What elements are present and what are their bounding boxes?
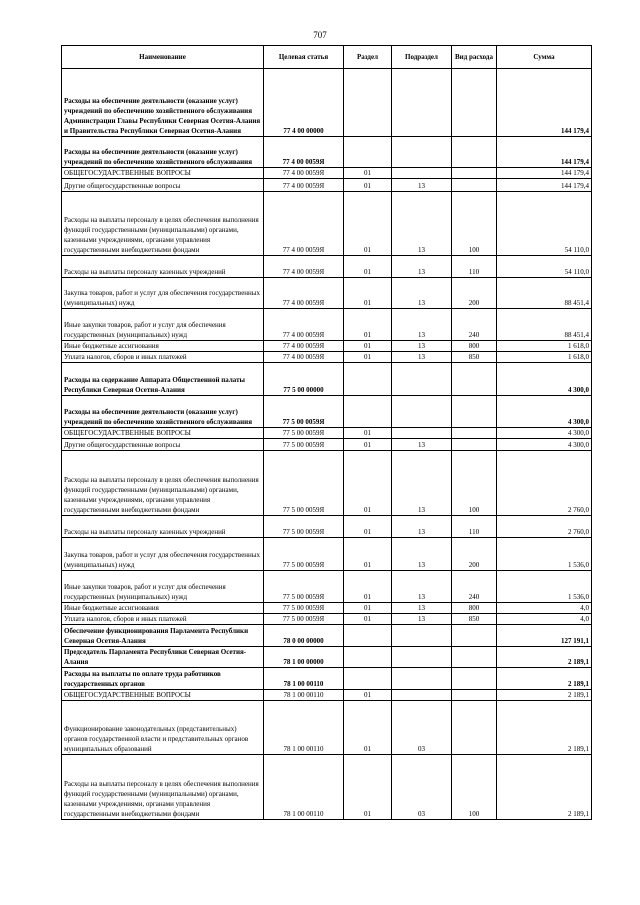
row-section: 01 xyxy=(344,309,392,341)
row-sum: 4 300,0 xyxy=(497,363,592,396)
row-section xyxy=(344,363,392,396)
row-name: Обеспечение функционирования Парламента Республики Северная Осетия-Алания xyxy=(62,625,264,647)
row-expense-type xyxy=(452,625,497,647)
row-section xyxy=(344,668,392,690)
budget-table xyxy=(61,45,592,820)
table-row xyxy=(62,625,592,647)
row-name: Уплата налогов, сборов и иных платежей xyxy=(62,614,264,625)
row-sum: 2 760,0 xyxy=(497,451,592,516)
row-name: Расходы на обеспечение деятельности (оказание услуг) учреждений по обеспечению хозяйственного обслуживания xyxy=(62,137,264,168)
table-row xyxy=(62,647,592,668)
row-target: 78 1 00 00000 xyxy=(264,647,344,668)
row-expense-type xyxy=(452,396,497,428)
row-subsection xyxy=(392,137,452,168)
row-sum: 2 760,0 xyxy=(497,516,592,538)
table-row xyxy=(62,614,592,625)
row-expense-type: 200 xyxy=(452,278,497,309)
table-row xyxy=(62,690,592,701)
row-subsection: 13 xyxy=(392,278,452,309)
row-section: 01 xyxy=(344,755,392,820)
row-name: Расходы на содержание Аппарата Общественной палаты Республики Северная Осетия-Алания xyxy=(62,363,264,396)
row-target: 77 4 00 0059Я xyxy=(264,179,344,192)
row-section: 01 xyxy=(344,603,392,614)
row-subsection: 13 xyxy=(392,309,452,341)
row-expense-type: 240 xyxy=(452,571,497,603)
row-sum: 1 536,0 xyxy=(497,571,592,603)
row-section: 01 xyxy=(344,538,392,571)
row-subsection xyxy=(392,168,452,179)
row-expense-type xyxy=(452,137,497,168)
row-subsection: 13 xyxy=(392,352,452,363)
table-row xyxy=(62,428,592,439)
row-target: 77 5 00 0059Я xyxy=(264,516,344,538)
row-subsection xyxy=(392,647,452,668)
row-target: 78 1 00 00110 xyxy=(264,701,344,755)
row-sum: 1 618,0 xyxy=(497,352,592,363)
row-expense-type: 100 xyxy=(452,755,497,820)
table-row xyxy=(62,309,592,341)
row-subsection: 03 xyxy=(392,701,452,755)
row-target: 77 5 00 0059Я xyxy=(264,396,344,428)
row-target: 78 1 00 00110 xyxy=(264,668,344,690)
row-name: Расходы на выплаты персоналу казенных учреждений xyxy=(62,256,264,278)
table-row xyxy=(62,396,592,428)
row-sum: 2 189,1 xyxy=(497,701,592,755)
row-name: Уплата налогов, сборов и иных платежей xyxy=(62,352,264,363)
row-section: 01 xyxy=(344,701,392,755)
row-expense-type xyxy=(452,668,497,690)
row-target: 78 0 00 00000 xyxy=(264,625,344,647)
row-subsection xyxy=(392,625,452,647)
row-subsection: 13 xyxy=(392,516,452,538)
row-section: 01 xyxy=(344,179,392,192)
row-sum: 144 179,4 xyxy=(497,69,592,137)
row-sum: 144 179,4 xyxy=(497,168,592,179)
row-name: Другие общегосударственные вопросы xyxy=(62,179,264,192)
row-section: 01 xyxy=(344,614,392,625)
table-row xyxy=(62,516,592,538)
row-name: Расходы на выплаты персоналу в целях обеспечения выполнения функций государственными (муниципальными) органами, казенными учреждениями, органами управления государственными внебюджетными фондами xyxy=(62,192,264,256)
table-row xyxy=(62,137,592,168)
row-name: Расходы на обеспечение деятельности (оказание услуг) учреждений по обеспечению хозяйственного обслуживания Администрации Главы Республики Северная Осетия-Алания и Правительства Республики Северная Осетия-Алания xyxy=(62,69,264,137)
row-name: Другие общегосударственные вопросы xyxy=(62,439,264,451)
row-section: 01 xyxy=(344,168,392,179)
row-target: 77 4 00 0059Я xyxy=(264,192,344,256)
row-section xyxy=(344,137,392,168)
row-section: 01 xyxy=(344,690,392,701)
row-target: 77 5 00 0059Я xyxy=(264,571,344,603)
table-row xyxy=(62,256,592,278)
row-section: 01 xyxy=(344,256,392,278)
row-section: 01 xyxy=(344,278,392,309)
row-expense-type xyxy=(452,168,497,179)
table-row xyxy=(62,603,592,614)
row-expense-type xyxy=(452,701,497,755)
row-subsection xyxy=(392,428,452,439)
row-expense-type: 800 xyxy=(452,341,497,352)
row-section: 01 xyxy=(344,516,392,538)
row-sum: 1 536,0 xyxy=(497,538,592,571)
row-subsection xyxy=(392,396,452,428)
row-expense-type xyxy=(452,439,497,451)
row-sum: 2 189,1 xyxy=(497,690,592,701)
table-header-row xyxy=(62,46,592,69)
row-sum: 144 179,4 xyxy=(497,137,592,168)
row-subsection xyxy=(392,690,452,701)
row-expense-type: 850 xyxy=(452,352,497,363)
row-sum: 4 300,0 xyxy=(497,439,592,451)
row-section xyxy=(344,396,392,428)
row-subsection xyxy=(392,668,452,690)
table-row xyxy=(62,538,592,571)
row-name: Расходы на выплаты персоналу в целях обеспечения выполнения функций государственными (муниципальными) органами, казенными учреждениями, органами управления государственными внебюджетными фондами xyxy=(62,451,264,516)
row-target: 77 5 00 00000 xyxy=(264,363,344,396)
row-target: 77 4 00 0059Я xyxy=(264,309,344,341)
header-target: Целевая статья xyxy=(264,46,344,69)
row-subsection xyxy=(392,69,452,137)
row-section: 01 xyxy=(344,439,392,451)
row-subsection: 13 xyxy=(392,439,452,451)
row-subsection: 13 xyxy=(392,256,452,278)
row-name: ОБЩЕГОСУДАРСТВЕННЫЕ ВОПРОСЫ xyxy=(62,428,264,439)
table-row xyxy=(62,451,592,516)
table-row xyxy=(62,278,592,309)
row-sum: 4,0 xyxy=(497,603,592,614)
table-row xyxy=(62,701,592,755)
row-section: 01 xyxy=(344,451,392,516)
row-name: ОБЩЕГОСУДАРСТВЕННЫЕ ВОПРОСЫ xyxy=(62,168,264,179)
row-section: 01 xyxy=(344,571,392,603)
row-sum: 4,0 xyxy=(497,614,592,625)
row-sum: 127 191,1 xyxy=(497,625,592,647)
row-name: Иные закупки товаров, работ и услуг для обеспечения государственных (муниципальных) нужд xyxy=(62,571,264,603)
row-name: Иные бюджетные ассигнования xyxy=(62,603,264,614)
row-section: 01 xyxy=(344,352,392,363)
row-section: 01 xyxy=(344,341,392,352)
row-target: 78 1 00 00110 xyxy=(264,755,344,820)
row-name: Расходы на обеспечение деятельности (оказание услуг) учреждений по обеспечению хозяйственного обслуживания xyxy=(62,396,264,428)
header-name: Наименование xyxy=(62,46,264,69)
table-row xyxy=(62,179,592,192)
row-expense-type: 240 xyxy=(452,309,497,341)
row-sum: 88 451,4 xyxy=(497,278,592,309)
row-section xyxy=(344,69,392,137)
row-section: 01 xyxy=(344,428,392,439)
row-section xyxy=(344,625,392,647)
row-name: Расходы на выплаты персоналу казенных учреждений xyxy=(62,516,264,538)
row-subsection xyxy=(392,363,452,396)
row-target: 77 5 00 0059Я xyxy=(264,538,344,571)
row-target: 77 4 00 0059Я xyxy=(264,352,344,363)
table-row xyxy=(62,192,592,256)
row-sum: 54 110,0 xyxy=(497,192,592,256)
row-name: Закупка товаров, работ и услуг для обеспечения государственных (муниципальных) нужд xyxy=(62,278,264,309)
row-expense-type xyxy=(452,647,497,668)
row-expense-type xyxy=(452,69,497,137)
header-sum: Сумма xyxy=(497,46,592,69)
row-name: Функционирование законодательных (представительных) органов государственной власти и представительных органов муниципальных образований xyxy=(62,701,264,755)
table-row xyxy=(62,668,592,690)
row-expense-type: 850 xyxy=(452,614,497,625)
row-name: Расходы на выплаты персоналу в целях обеспечения выполнения функций государственными (муниципальными) органами, казенными учреждениями, органами управления государственными внебюджетными фондами xyxy=(62,755,264,820)
row-subsection: 13 xyxy=(392,341,452,352)
table-row xyxy=(62,168,592,179)
row-sum: 2 189,1 xyxy=(497,755,592,820)
row-subsection: 13 xyxy=(392,538,452,571)
row-target: 77 4 00 0059Я xyxy=(264,168,344,179)
row-target: 77 4 00 0059Я xyxy=(264,341,344,352)
row-subsection: 13 xyxy=(392,571,452,603)
row-expense-type: 110 xyxy=(452,256,497,278)
row-target: 77 4 00 0059Я xyxy=(264,278,344,309)
row-sum: 4 300,0 xyxy=(497,396,592,428)
row-target: 77 4 00 0059Я xyxy=(264,256,344,278)
row-target: 77 5 00 0059Я xyxy=(264,603,344,614)
table-row xyxy=(62,352,592,363)
row-expense-type xyxy=(452,690,497,701)
row-subsection: 13 xyxy=(392,192,452,256)
row-expense-type xyxy=(452,363,497,396)
row-target: 77 4 00 00000 xyxy=(264,69,344,137)
row-subsection: 13 xyxy=(392,451,452,516)
row-sum: 54 110,0 xyxy=(497,256,592,278)
row-expense-type xyxy=(452,428,497,439)
table-row xyxy=(62,69,592,137)
row-target: 77 5 00 0059Я xyxy=(264,428,344,439)
header-expense-type: Вид расхода xyxy=(452,46,497,69)
row-name: ОБЩЕГОСУДАРСТВЕННЫЕ ВОПРОСЫ xyxy=(62,690,264,701)
row-target: 77 5 00 0059Я xyxy=(264,439,344,451)
row-target: 77 5 00 0059Я xyxy=(264,614,344,625)
row-sum: 2 189,1 xyxy=(497,647,592,668)
row-name: Расходы на выплаты по оплате труда работников государственных органов xyxy=(62,668,264,690)
row-target: 78 1 00 00110 xyxy=(264,690,344,701)
row-name: Председатель Парламента Республики Северная Осетия-Алания xyxy=(62,647,264,668)
table-row xyxy=(62,439,592,451)
table-row xyxy=(62,363,592,396)
row-target: 77 5 00 0059Я xyxy=(264,451,344,516)
row-section xyxy=(344,647,392,668)
row-expense-type: 800 xyxy=(452,603,497,614)
row-expense-type: 100 xyxy=(452,451,497,516)
row-sum: 1 618,0 xyxy=(497,341,592,352)
row-sum: 2 189,1 xyxy=(497,668,592,690)
row-expense-type: 110 xyxy=(452,516,497,538)
row-name: Иные бюджетные ассигнования xyxy=(62,341,264,352)
row-expense-type: 100 xyxy=(452,192,497,256)
row-expense-type: 200 xyxy=(452,538,497,571)
row-name: Иные закупки товаров, работ и услуг для обеспечения государственных (муниципальных) нужд xyxy=(62,309,264,341)
row-subsection: 03 xyxy=(392,755,452,820)
row-section: 01 xyxy=(344,192,392,256)
header-section: Раздел xyxy=(344,46,392,69)
row-name: Закупка товаров, работ и услуг для обеспечения государственных (муниципальных) нужд xyxy=(62,538,264,571)
page-number: 707 xyxy=(313,30,327,40)
table-row xyxy=(62,755,592,820)
row-target: 77 4 00 0059Я xyxy=(264,137,344,168)
row-subsection: 13 xyxy=(392,614,452,625)
row-sum: 4 300,0 xyxy=(497,428,592,439)
table-row xyxy=(62,341,592,352)
row-sum: 144 179,4 xyxy=(497,179,592,192)
row-subsection: 13 xyxy=(392,603,452,614)
row-subsection: 13 xyxy=(392,179,452,192)
row-sum: 88 451,4 xyxy=(497,309,592,341)
table-row xyxy=(62,571,592,603)
header-subsection: Подраздел xyxy=(392,46,452,69)
row-expense-type xyxy=(452,179,497,192)
